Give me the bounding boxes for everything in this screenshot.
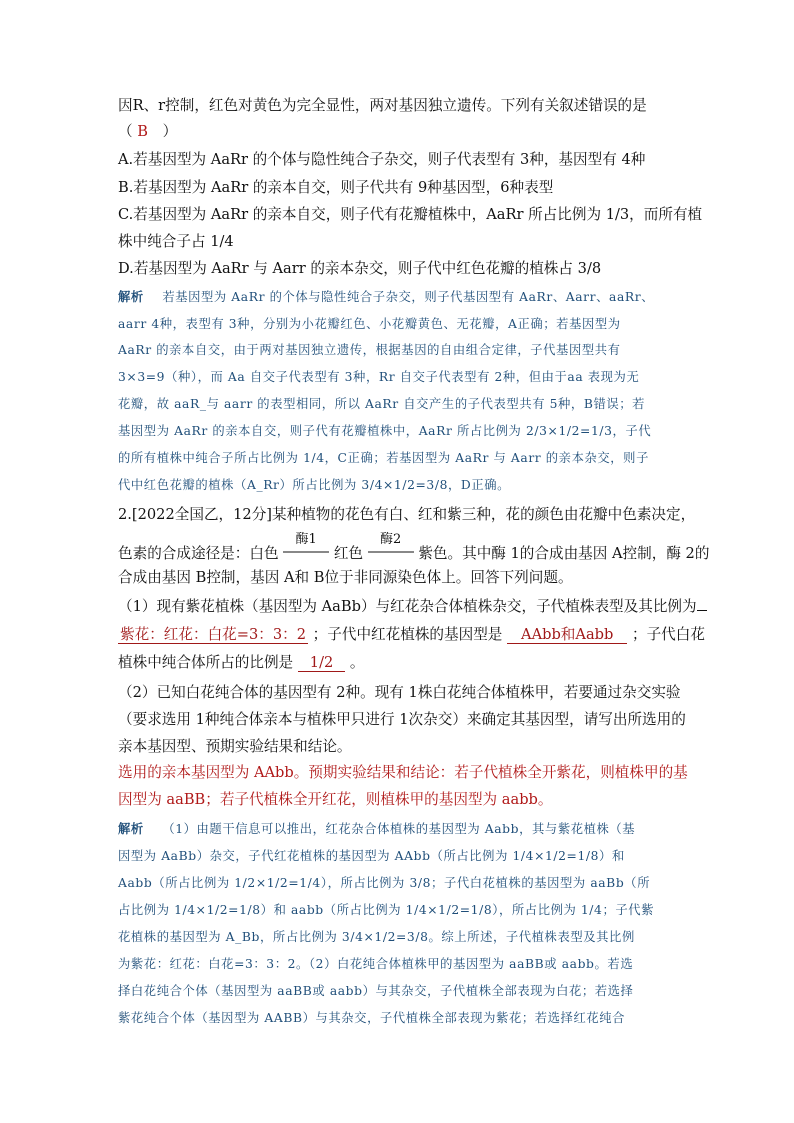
q2-part1-line1	[118, 597, 707, 617]
q2-head: 2.[2022全国乙，12分]某种植物的花色有白、红和紫三种，花的颜色由花瓣中色素决定，	[118, 506, 696, 523]
q2-analysis-text: 花植株的基因型为 A_Bb，所占比例为 3/4×1/2=3/8。综上所述，子代植株表型及其比例	[118, 930, 635, 944]
q2-part1-line3	[118, 653, 365, 673]
q2-part2-answer: 选用的亲本基因型为 AAbb。预期实验结果和结论：若子代植株全开紫花，则植株甲的基	[118, 764, 688, 781]
blank-underline	[697, 610, 707, 611]
enzyme2-arrow	[368, 532, 414, 558]
q1-option-c: C.若基因型为 AaRr 的亲本自交，则子代有花瓣植株中，AaRr 所占比例为 1/3，而所有植	[118, 206, 703, 223]
q2-analysis-line	[118, 819, 635, 839]
q2-part1-line3-prefix: 植株中纯合体所占的比例是	[118, 654, 294, 671]
q2-analysis-text: 择白花纯合个体（基因型为 aaBB或 aabb）与其杂交，子代植株全部表现为白花；若选择	[118, 984, 634, 998]
q2-line3: 合成由基因 B控制，基因 A和 B位于非同源染色体上。回答下列问题。	[118, 569, 573, 586]
q1-analysis-text: AaRr 的亲本自交，由于两对基因独立遗传，根据基因的自由组合定律，子代基因型共有	[118, 343, 621, 357]
q2-part2-text: （要求选用 1种纯合体亲本与植株甲只进行 1次杂交）来确定其基因型，请写出所选用的	[118, 711, 686, 728]
answer-paren-open: （	[118, 123, 133, 140]
q1-option-c-cont: 株中纯合子占 1/4	[118, 233, 234, 250]
q2-part2-text: 亲本基因型、预期实验结果和结论。	[118, 738, 352, 755]
q2-analysis-text: 紫花纯合个体（基因型为 AABB）与其杂交，子代植株全部表现为紫花；若选择红花纯合	[118, 1011, 626, 1025]
q1-option-b: B.若基因型为 AaRr 的亲本自交，则子代共有 9种基因型，6种表型	[118, 179, 554, 196]
q1-analysis-text: 3×3=9（种），而 Aa 自交子代表型有 3种，Rr 自交子代表型有 2种，但由于aa 表现为无	[118, 370, 640, 384]
q2-analysis-text: 占比例为 1/4×1/2=1/8）和 aabb（所占比例为 1/4×1/2=1/8），所占比例为 1/4；子代紫	[118, 903, 655, 917]
pathway-mid: 红色	[333, 545, 364, 562]
q2-answer-genotypes: AAbb和Aabb	[507, 626, 627, 644]
q2-part1-mid: ；子代中红花植株的基因型是	[312, 626, 503, 643]
q2-part1-end: ；子代白花	[631, 626, 705, 643]
pathway-prefix: 色素的合成途径是：白色	[118, 545, 279, 562]
arrow-line-icon	[283, 549, 329, 555]
q1-analysis-text: 代中红色花瓣的植株（A_Rr）所占比例为 3/4×1/2=3/8，D正确。	[118, 478, 511, 492]
q2-analysis-text: Aabb（所占比例为 1/2×1/2=1/4），所占比例为 3/8；子代白花植株的基因型为 aaBb（所	[118, 876, 651, 890]
q2-part2-text: （2）已知白花纯合体的基因型有 2种。现有 1株白花纯合体植株甲，若要通过杂交实验	[118, 684, 681, 701]
q2-analysis-text: （1）由题干信息可以推出，红花杂合体植株的基因型为 Aabb，其与紫花植株（基	[162, 822, 636, 836]
analysis-label: 解析	[118, 289, 144, 304]
enzyme2-label: 酶2	[380, 532, 402, 547]
enzyme1-label: 酶1	[295, 532, 317, 547]
q1-analysis-text: 基因型为 AaRr 的亲本自交，则子代有花瓣植株中，AaRr 所占比例为 2/3×1/2=1/3，子代	[118, 424, 652, 438]
q2-pathway-line	[118, 532, 710, 564]
q1-option-d: D.若基因型为 AaRr 与 Aarr 的亲本杂交，则子代中红色花瓣的植株占 3/8	[118, 260, 602, 277]
enzyme1-arrow	[283, 532, 329, 558]
analysis-label: 解析	[118, 821, 144, 836]
q1-analysis-line	[118, 287, 654, 307]
q2-analysis-text: 为紫花：红花：白花=3：3：2。（2）白花纯合体植株甲的基因型为 aaBB或 aabb。若选	[118, 957, 634, 971]
q2-analysis-text: 因型为 AaBb）杂交，子代红花植株的基因型为 AAbb（所占比例为 1/4×1/2=1/8）和	[118, 849, 625, 863]
q1-option-a: A.若基因型为 AaRr 的个体与隐性纯合子杂交，则子代表型有 3种，基因型有 4种	[118, 151, 646, 168]
q1-analysis-text: 花瓣，故 aaR_与 aarr 的表型相同，所以 AaRr 自交产生的子代表型共有 5种，B错误；若	[118, 397, 646, 411]
q2-answer-ratio: 紫花：红花：白花=3：3：2	[120, 626, 307, 643]
pathway-suffix: 紫色。其中酶 1的合成由基因 A控制，酶 2的	[418, 545, 710, 562]
answer-paren-close: ）	[162, 123, 178, 140]
q1-answer: B	[137, 123, 148, 140]
q1-answer-line	[118, 122, 177, 142]
q2-part1-line2	[118, 625, 705, 645]
q1-analysis-text: aarr 4种，表型有 3种，分别为小花瓣红色、小花瓣黄色、无花瓣，A正确；若基因型为	[118, 317, 621, 331]
q2-part1-text: （1）现有紫花植株（基因型为 AaBb）与红花杂合体植株杂交，子代植株表型及其比例为	[118, 598, 697, 615]
q1-analysis-text: 的所有植株中纯合子所占比例为 1/4，C正确；若基因型为 AaRr 与 Aarr 的亲本杂交，则子	[118, 451, 649, 465]
q2-part2-answer: 因型为 aaBB；若子代植株全开红花，则植株甲的基因型为 aabb。	[118, 791, 553, 808]
q2-answer-proportion: 1/2	[298, 654, 346, 672]
q1-analysis-text: 若基因型为 AaRr 的个体与隐性纯合子杂交，则子代基因型有 AaRr、Aarr、aaRr、	[162, 290, 655, 304]
q1-stem-tail: 因R、r控制，红色对黄色为完全显性，两对基因独立遗传。下列有关叙述错误的是	[118, 97, 647, 114]
arrow-line-icon	[368, 549, 414, 555]
q2-part1-line3-end: 。	[349, 654, 365, 671]
